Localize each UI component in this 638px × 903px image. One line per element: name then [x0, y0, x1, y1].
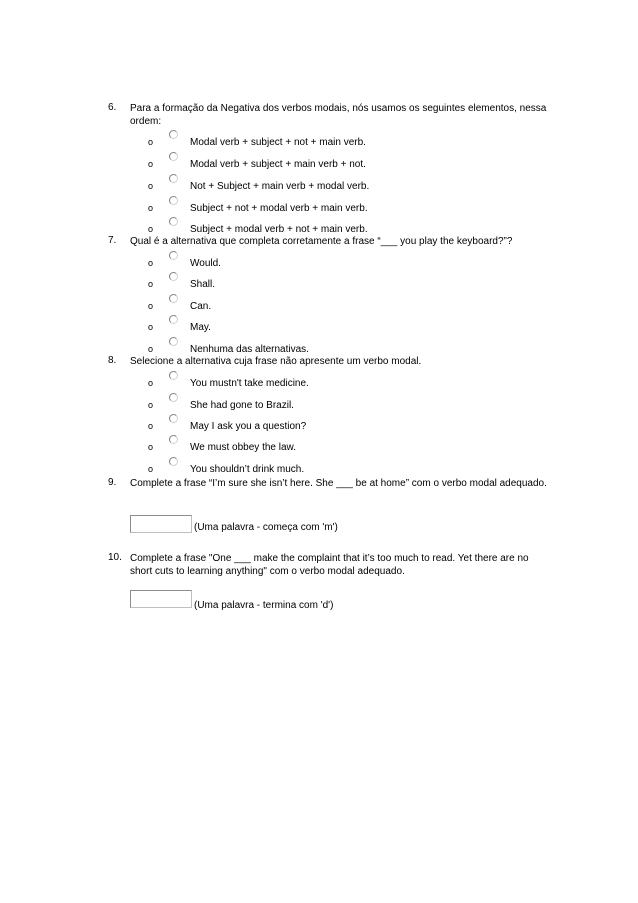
- radio-button[interactable]: [169, 457, 178, 466]
- question-text: Qual é a alternativa que completa corretamente a frase “___ you play the keyboard?”?: [130, 236, 513, 247]
- option-item[interactable]: [108, 130, 548, 151]
- option-label: Subject + modal verb + not + main verb.: [190, 224, 368, 235]
- bullet-icon: o: [148, 159, 154, 169]
- option-item[interactable]: [108, 251, 548, 272]
- question-number: 10.: [108, 552, 122, 563]
- option-label: Subject + not + modal verb + main verb.: [190, 203, 368, 214]
- option-item[interactable]: [108, 435, 548, 456]
- option-item[interactable]: [108, 272, 548, 293]
- radio-button[interactable]: [169, 315, 178, 324]
- option-label: Would.: [190, 258, 221, 269]
- radio-button[interactable]: [169, 294, 178, 303]
- option-item[interactable]: [108, 371, 548, 392]
- bullet-icon: o: [148, 378, 154, 388]
- radio-button[interactable]: [169, 152, 178, 161]
- question-number: 6.: [108, 102, 117, 113]
- bullet-icon: o: [148, 442, 154, 452]
- bullet-icon: o: [148, 464, 154, 474]
- answer-hint: (Uma palavra - termina com 'd'): [194, 600, 334, 611]
- option-label: We must obbey the law.: [190, 442, 296, 453]
- option-label: You shouldn’t drink much.: [190, 464, 305, 475]
- option-label: Modal verb + subject + main verb + not.: [190, 159, 366, 170]
- bullet-icon: o: [148, 258, 154, 268]
- radio-button[interactable]: [169, 196, 178, 205]
- option-label: Nenhuma das alternativas.: [190, 344, 309, 355]
- question-text: Complete a frase "One ___ make the complaint that it’s too much to read. Yet there are no short cuts to learning anything" com o verbo modal adequado.: [130, 553, 529, 577]
- bullet-icon: o: [148, 322, 154, 332]
- radio-button[interactable]: [169, 130, 178, 139]
- option-label: Shall.: [190, 279, 216, 290]
- option-item[interactable]: [108, 393, 548, 414]
- question-number: 7.: [108, 235, 117, 246]
- option-label: May I ask you a question?: [190, 421, 307, 432]
- bullet-icon: o: [148, 137, 154, 147]
- option-label: You mustn't take medicine.: [190, 378, 309, 389]
- answer-input[interactable]: [130, 590, 192, 608]
- radio-button[interactable]: [169, 217, 178, 226]
- question-text: Para a formação da Negativa dos verbos modais, nós usamos os seguintes elementos, nessa ordem:: [130, 103, 547, 127]
- radio-button[interactable]: [169, 272, 178, 281]
- bullet-icon: o: [148, 400, 154, 410]
- option-item[interactable]: [108, 294, 548, 315]
- bullet-icon: o: [148, 181, 154, 191]
- radio-button[interactable]: [169, 251, 178, 260]
- radio-button[interactable]: [169, 174, 178, 183]
- option-item[interactable]: [108, 414, 548, 435]
- option-label: Can.: [190, 301, 212, 312]
- option-item[interactable]: [108, 315, 548, 336]
- option-item[interactable]: [108, 152, 548, 173]
- question-text: Selecione a alternativa cuja frase não apresente um verbo modal.: [130, 356, 422, 367]
- bullet-icon: o: [148, 301, 154, 311]
- question-number: 8.: [108, 355, 117, 366]
- answer-hint: (Uma palavra - começa com 'm'): [194, 522, 338, 533]
- question-number: 9.: [108, 477, 117, 488]
- radio-button[interactable]: [169, 337, 178, 346]
- bullet-icon: o: [148, 279, 154, 289]
- answer-input[interactable]: [130, 515, 192, 533]
- option-label: Not + Subject + main verb + modal verb.: [190, 181, 370, 192]
- radio-button[interactable]: [169, 371, 178, 380]
- option-label: She had gone to Brazil.: [190, 400, 294, 411]
- bullet-icon: o: [148, 224, 154, 234]
- radio-button[interactable]: [169, 393, 178, 402]
- option-item[interactable]: [108, 174, 548, 195]
- option-label: Modal verb + subject + not + main verb.: [190, 137, 366, 148]
- bullet-icon: o: [148, 203, 154, 213]
- radio-button[interactable]: [169, 414, 178, 423]
- radio-button[interactable]: [169, 435, 178, 444]
- option-item[interactable]: [108, 196, 548, 217]
- option-item[interactable]: [108, 457, 548, 478]
- question-text: Complete a frase “I’m sure she isn’t here. She ___ be at home” com o verbo modal adequado.: [130, 478, 547, 489]
- bullet-icon: o: [148, 421, 154, 431]
- option-label: May.: [190, 322, 211, 333]
- bullet-icon: o: [148, 344, 154, 354]
